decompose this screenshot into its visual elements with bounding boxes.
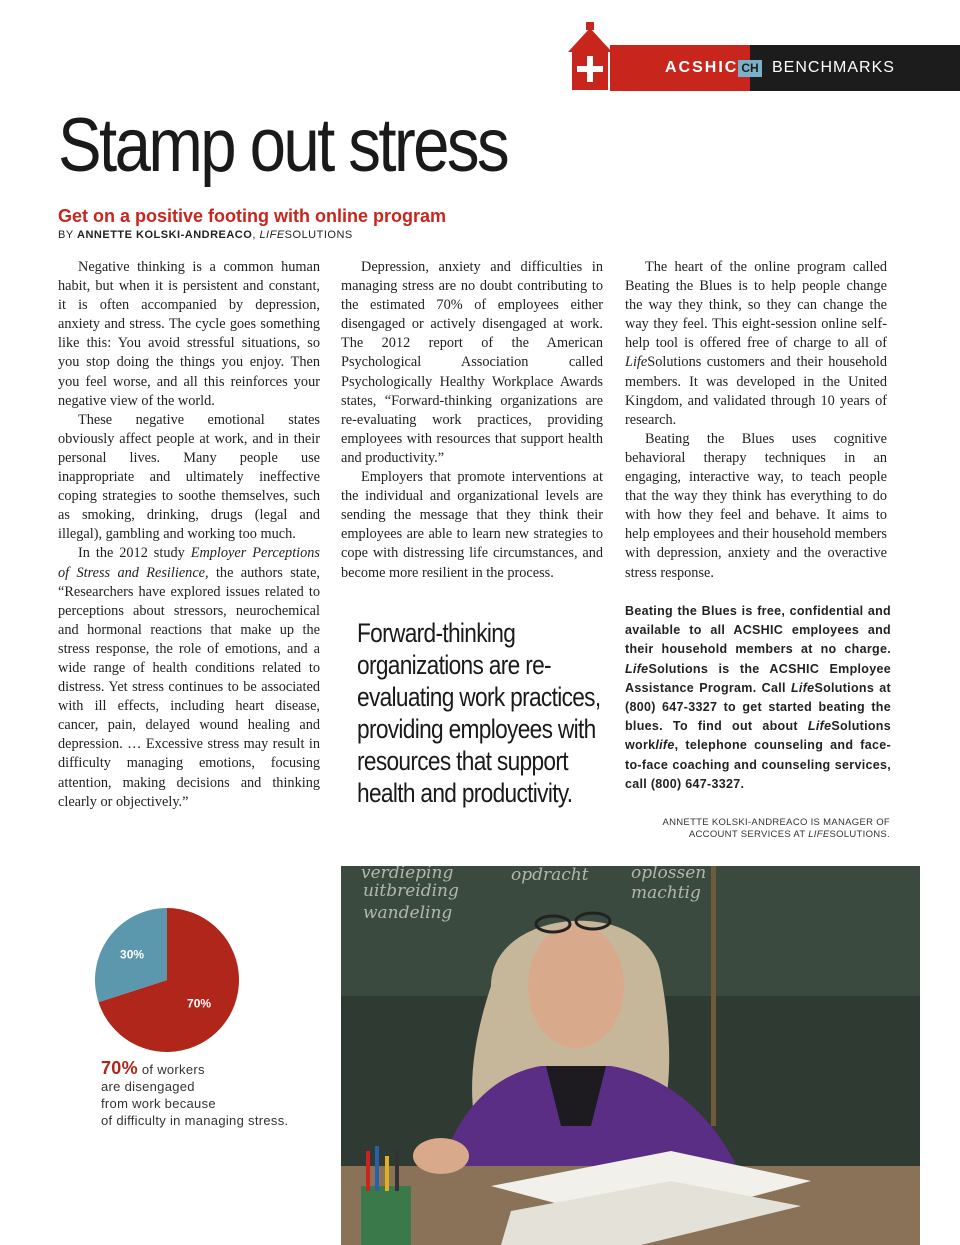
byline	[58, 229, 353, 241]
article-subtitle: Get on a positive footing with online program	[58, 206, 447, 226]
promo-text: Beating the Blues is free, confidential and available to all ACSHIC employees and their household members at no charge.	[625, 604, 891, 657]
byline-org: SOLUTIONS	[284, 229, 353, 241]
promo-text: Solutions is the ACSHIC Employee Assistance Program. Call	[625, 661, 891, 695]
chalk-word: wandeling	[363, 903, 453, 923]
brand-italic: LIFE	[808, 829, 830, 840]
paragraph: Negative thinking is a common human habit, but when it is persistent and constant, it is often accompanied by depression, anxiety and stress. The cycle goes something like this: You avoid stressful situations, so you stop doing the things you enjoy. Then you feel worse, and all this reinforces your negative view of the world.	[58, 259, 320, 409]
chalk-word: machtig	[631, 883, 701, 903]
pie-chart	[92, 905, 242, 1055]
article-column-2	[341, 258, 603, 583]
article-column-1	[58, 258, 320, 812]
byline-author: ANNETTE KOLSKI-ANDREACO	[77, 229, 253, 241]
brand-italic: life	[655, 738, 675, 753]
byline-org-italic: LIFE	[259, 229, 285, 241]
publication-name: ACSHIC	[665, 59, 739, 76]
caption-highlight: 70%	[101, 1058, 138, 1078]
caption-line: of difficulty in managing stress.	[101, 1113, 289, 1128]
byline-separator: ,	[252, 229, 260, 241]
hand	[413, 1138, 469, 1174]
brand-italic: Life	[625, 354, 648, 371]
article-title: Stamp out stress	[58, 103, 508, 188]
chalk-word: verdieping	[361, 866, 454, 883]
paragraph-text: In the 2012 study	[78, 545, 191, 562]
pie-slice-label: 70%	[187, 996, 212, 1011]
section-header-band	[610, 45, 960, 91]
brand-italic: Life	[625, 661, 649, 676]
board-frame	[711, 866, 716, 1126]
brand-italic: Life	[791, 680, 815, 695]
pen-cup	[361, 1186, 411, 1245]
paragraph: These negative emotional states obviously affect people at work, and in their personal lives. Many people use inappropriate and ultimately ineffective coping strategies to soothe themselves, such as smoking, drinking, drugs (legal and illegal), gambling and working too much.	[58, 411, 320, 543]
classroom-photo	[341, 866, 920, 1245]
face	[528, 924, 624, 1048]
promo-text: Solutions at (800) 647-3327 to get started beating the blues. To find out about	[625, 680, 891, 734]
caption-line: from work because	[101, 1096, 216, 1111]
bio-text: ANNETTE KOLSKI-ANDREACO IS MANAGER OF ACCOUNT SERVICES AT	[662, 817, 890, 840]
chalk-word: oplossen	[631, 866, 707, 883]
study-title: Employer Perceptions of Stress and Resilience	[58, 545, 320, 581]
caption-line: are disengaged	[101, 1079, 195, 1094]
caption-line: of workers	[137, 1062, 205, 1077]
article-column-3	[625, 258, 887, 583]
author-bio	[620, 817, 890, 841]
paragraph: Depression, anxiety and difficulties in managing stress are no doubt contributing to the estimated 70% of employees either disengaged or actively disengaged at work. The 2012 report of the American Psychological Association called Psychologically Healthy Workplace Awards states, “Forward-thinking organizations are re-evaluating work practices, providing employees with resources that support health and productivity.”	[341, 259, 603, 466]
pie-slice-label: 30%	[120, 947, 145, 962]
byline-prefix: BY	[58, 229, 78, 241]
pull-quote: Forward-thinking organizations are re-evaluating work practices, providing employees with resources that support health and productivity.	[357, 618, 601, 808]
program-info-box	[625, 602, 891, 794]
promo-text: , telephone counseling and face-to-face coaching and counseling services, call (800) 647-3327.	[625, 738, 891, 791]
chalk-word: opdracht	[511, 866, 589, 885]
brand-italic: Life	[807, 719, 832, 734]
paragraph-text: The heart of the online program called Beating the Blues is to help people change the way they think, so they can change the way they feel. This eight-session online self-help tool is offered free of charge to all of	[625, 259, 887, 352]
paragraph-text: , the authors state, “Researchers have explored issues related to perceptions about stressors, neurochemical and hormonal reactions that make up the stress response, the role of emotions, and a wide range of health conditions related to distress. Yet stress continues to be associated with ill effects, including heart disease, cancer, pain, delayed wound healing and depression. … Excessive stress may result in difficulty managing emotions, focusing attention, making decisions and thinking clearly or objectively.”	[58, 564, 320, 810]
header-red-panel	[610, 45, 750, 91]
pie-caption	[101, 1060, 288, 1129]
schoolhouse-cross-icon	[566, 22, 614, 90]
paragraph	[58, 544, 320, 811]
paragraph: Employers that promote interventions at the individual and organizational levels are sending the message that they think their employees are able to learn new strategies to cope with distressing life circumstances, and become more resilient in the process.	[341, 469, 603, 581]
section-name: BENCHMARKS	[772, 59, 895, 76]
paragraph-text: Solutions customers and their household members. It was developed in the United Kingdom, and validated through 10 years of research.	[625, 354, 887, 428]
promo-text: Solutions work	[625, 719, 891, 753]
bio-text: SOLUTIONS.	[829, 829, 890, 840]
chalk-word: uitbreiding	[363, 881, 459, 901]
paragraph	[625, 258, 887, 430]
paragraph: Beating the Blues uses cognitive behavioral therapy techniques in an engaging, interactive way, to teach people that the way they think has everything to do with how they feel and behave. It aims to help employees and their household members with depression, anxiety and the overactive stress response.	[625, 430, 887, 581]
publication-badge: CH	[738, 60, 762, 77]
